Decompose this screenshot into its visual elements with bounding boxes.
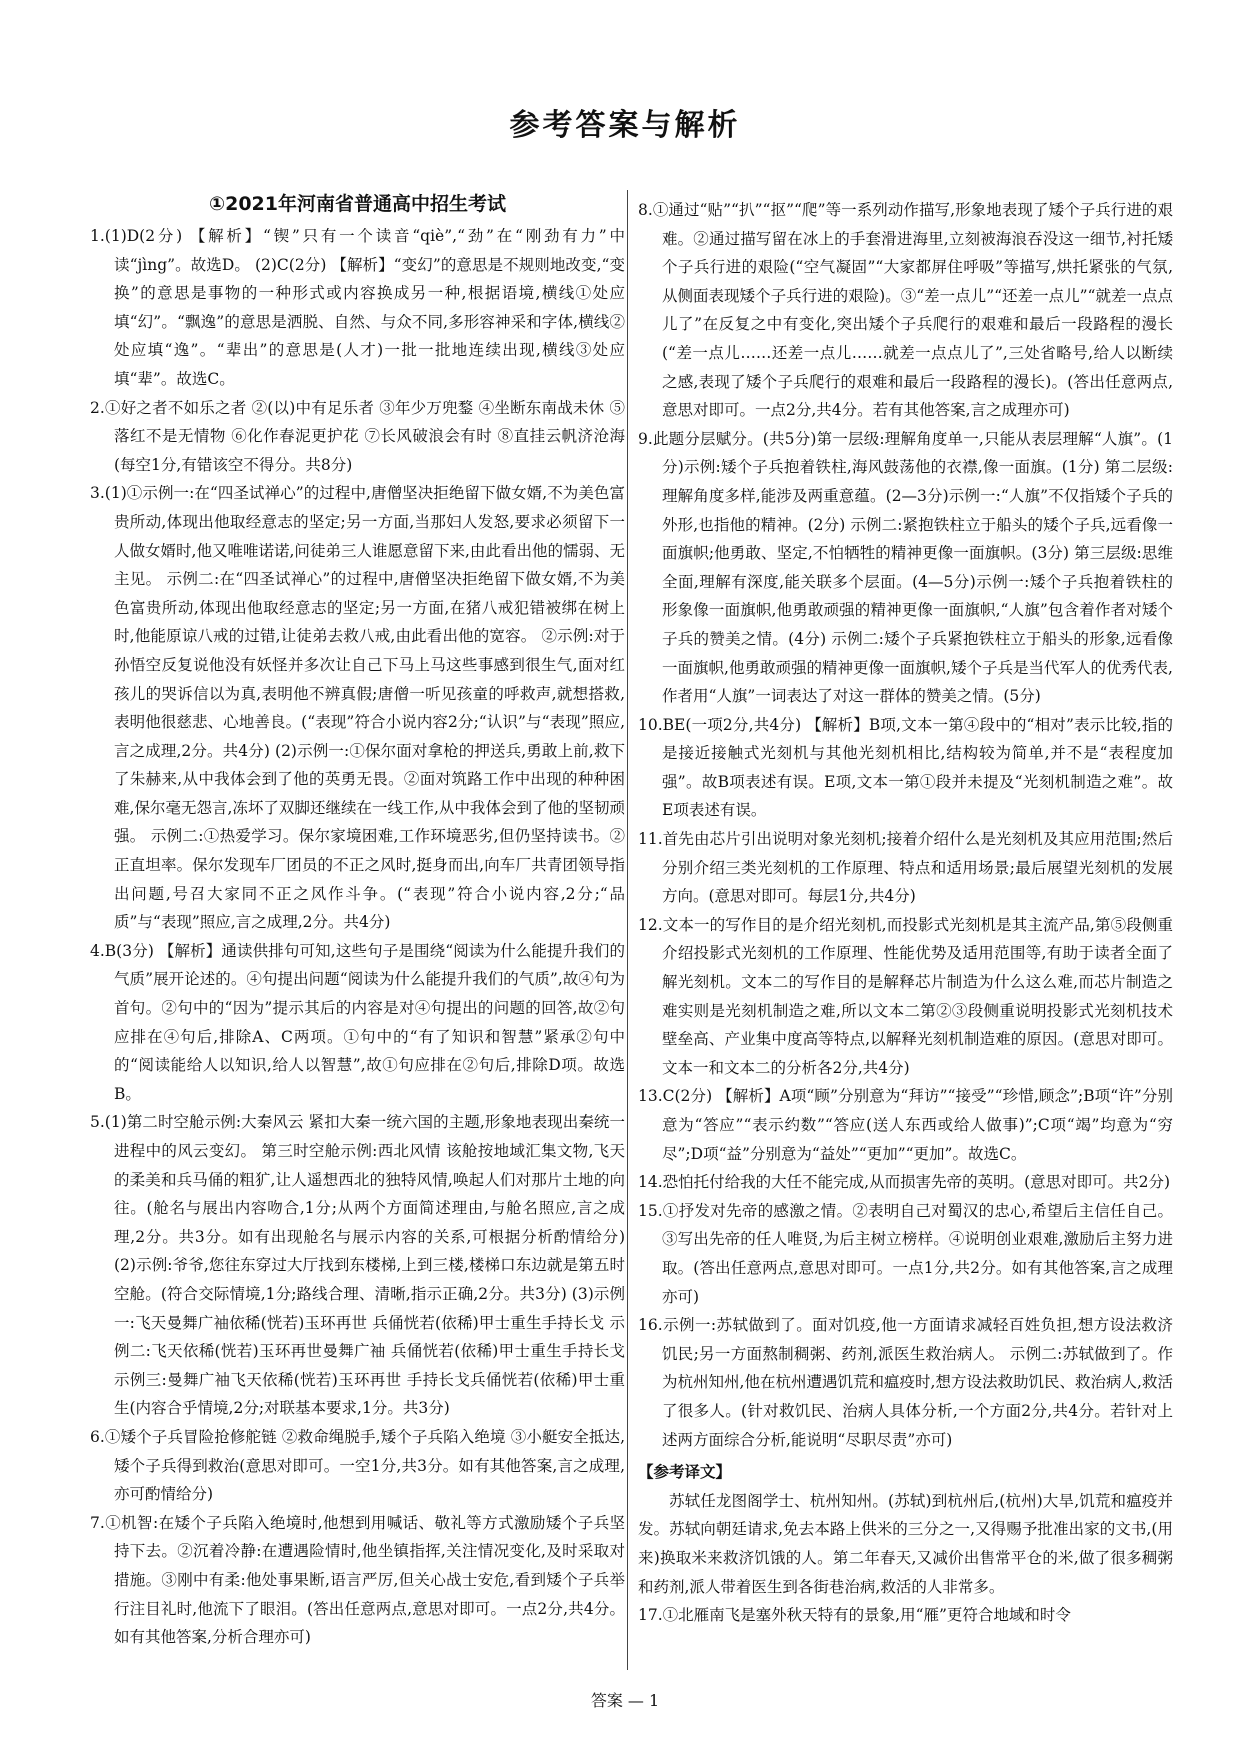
page-footer: 答案 — 1 xyxy=(590,1691,660,1710)
column-divider xyxy=(627,190,628,1670)
right-column xyxy=(638,196,1173,1630)
answer-item-8: 8.①通过“贴”“扒”“抠”“爬”等一系列动作描写,形象地表现了矮个子兵行进的艰难。②通过描写留在冰上的手套滑进海里,立刻被海浪吞没这一细节,衬托矮个子兵行进的艰险(“空气凝固”“大家都屏住呼吸”等描写,烘托紧张的气氛,从侧面表现矮个子兵行进的艰险)。③“差一点儿”“还差一点儿”“就差一点点儿了”在反复之中有变化,突出矮个子兵爬行的艰难和最后一段路程的漫长(“差一点儿……还差一点儿……就差一点点儿了”,三处省略号,给人以断续之感,表现了矮个子兵爬行的艰难和最后一段路程的漫长)。(答出任意两点,意思对即可。一点2分,共4分。若有其他答案,言之成理亦可) xyxy=(638,201,1173,420)
answer-item-12: 12.文本一的写作目的是介绍光刻机,而投影式光刻机是其主流产品,第⑤段侧重介绍投影式光刻机的工作原理、性能优势及适用范围等,有助于读者全面了解光刻机。文本二的写作目的是解释芯片制造为什么这么难,而芯片制造之难实则是光刻机制造之难,所以文本二第②③段侧重说明投影式光刻机技术壁垒高、产业集中度高等特点,以解释光刻机制造难的原因。(意思对即可。文本一和文本二的分析各2分,共4分) xyxy=(638,915,1173,1077)
answer-item-14: 14.恐怕托付给我的大任不能完成,从而损害先帝的英明。(意思对即可。共2分) xyxy=(638,1173,1171,1192)
answer-item-2: 2.①好之者不如乐之者 ②(以)中有足乐者 ③年少万兜鍪 ④坐断东南战未休 ⑤落红不是无情物 ⑥化作春泥更护花 ⑦长风破浪会有时 ⑧直挂云帆济沧海(每空1分,有错该空不得分。共8分) xyxy=(90,398,625,474)
answer-item-17: 17.①北雁南飞是塞外秋天特有的景象,用“雁”更符合地域和时令 xyxy=(638,1606,1071,1625)
answer-item-10: 10.BE(一项2分,共4分) 【解析】B项,文本一第④段中的“相对”表示比较,指的是接近接触式光刻机与其他光刻机相比,结构较为简单,并不是“表程度加强”。故B项表述有误。E项,文本一第①段并未提及“光刻机制造之难”。故E项表述有误。 xyxy=(638,715,1173,820)
page-title: 参考答案与解析 xyxy=(509,108,741,143)
answer-item-13: 13.C(2分) 【解析】A项“顾”分别意为“拜访”“接受”“珍惜,顾念”;B项“许”分别意为“答应”“表示约数”“答应(送人东西或给人做事)”;C项“竭”均意为“穷尽”;D项“益”分别意为“益处”“更加”“更加”。故选C。 xyxy=(638,1087,1173,1163)
translation-heading: 【参考译文】 xyxy=(638,1463,732,1482)
answer-item-1: 1.(1)D(2分) 【解析】“锲”只有一个读音“qiè”,“劲”在“刚劲有力”中读“jìng”。故选D。 (2)C(2分) 【解析】“变幻”的意思是不规则地改变,“变换”的意思是事物的一种形式或内容换成另一种,根据语境,横线①处应填“幻”。“飘逸”的意思是洒脱、自然、与众不同,多形容神采和字体,横线②处应填“逸”。“辈出”的意思是(人才)一批一批地连续出现,横线③处应填“辈”。故选C。 xyxy=(90,227,625,388)
exam-title: ①2021年河南省普通高中招生考试 xyxy=(209,193,506,215)
answer-item-7: 7.①机智:在矮个子兵陷入绝境时,他想到用喊话、敬礼等方式激励矮个子兵坚持下去。②沉着冷静:在遭遇险情时,他坐镇指挥,关注情况变化,及时采取对措施。③刚中有柔:他处事果断,语言严厉,但关心战士安危,看到矮个子兵举行注目礼时,他流下了眼泪。(答出任意两点,意思对即可。一点2分,共4分。如有其他答案,分析合理亦可) xyxy=(90,1513,625,1647)
translation-text: 苏轼任龙图阁学士、杭州知州。(苏轼)到杭州后,(杭州)大旱,饥荒和瘟疫并发。苏轼向朝廷请求,免去本路上供米的三分之一,又得赐予批准出家的文书,(用来)换取米来救济饥饿的人。第二年春天,又减价出售常平仓的米,做了很多稠粥和药剂,派人带着医生到各街巷治病,救活的人非常多。 xyxy=(638,1491,1173,1596)
left-column xyxy=(90,190,625,1652)
answer-item-15: 15.①抒发对先帝的感激之情。②表明自己对蜀汉的忠心,希望后主信任自己。③写出先帝的任人唯贤,为后主树立榜样。④说明创业艰难,激励后主努力进取。(答出任意两点,意思对即可。一点1分,共2分。如有其他答案,言之成理亦可) xyxy=(638,1201,1173,1306)
answer-item-11: 11.首先由芯片引出说明对象光刻机;接着介绍什么是光刻机及其应用范围;然后分别介绍三类光刻机的工作原理、特点和适用场景;最后展望光刻机的发展方向。(意思对即可。每层1分,共4分) xyxy=(638,830,1173,906)
answer-item-4: 4.B(3分) 【解析】通读供排句可知,这些句子是围绕“阅读为什么能提升我们的气质”展开论述的。④句提出问题“阅读为什么能提升我们的气质”,故④句为首句。②句中的“因为”提示其后的内容是对④句提出的问题的回答,故②句应排在④句后,排除A、C两项。①句中的“有了知识和智慧”紧承②句中的“阅读能给人以知识,给人以智慧”,故①句应排在②句后,排除D项。故选B。 xyxy=(90,941,625,1103)
answer-item-16: 16.示例一:苏轼做到了。面对饥疫,他一方面请求减轻百姓负担,想方设法救济饥民;另一方面熬制稠粥、药剂,派医生救治病人。 示例二:苏轼做到了。作为杭州知州,他在杭州遭遇饥荒和瘟疫时,想方设法救助饥民、救治病人,救活了很多人。(针对救饥民、治病人具体分析,一个方面2分,共4分。若针对上述两方面综合分析,能说明“尽职尽责”亦可) xyxy=(638,1316,1173,1449)
answer-item-3: 3.(1)①示例一:在“四圣试禅心”的过程中,唐僧坚决拒绝留下做女婿,不为美色富贵所动,体现出他取经意志的坚定;另一方面,当那妇人发怒,要求必须留下一人做女婿时,他又唯唯诺诺,问徒弟三人谁愿意留下来,由此看出他的懦弱、无主见。 示例二:在“四圣试禅心”的过程中,唐僧坚决拒绝留下做女婿,不为美色富贵所动,体现出他取经意志的坚定;另一方面,在猪八戒犯错被绑在树上时,他能原谅八戒的过错,让徒弟去救八戒,由此看出他的宽容。 ②示例:对于孙悟空反复说他没有妖怪并多次让自己下马上马这些事感到很生气,面对红孩儿的哭诉信以为真,表明他不辨真假;唐僧一听见孩童的呼救声,就想搭救,表明他很慈悲、心地善良。(“表现”符合小说内容2分;“认识”与“表现”照应,言之成理,2分。共4分) (2)示例一:①保尔面对拿枪的押送兵,勇敢上前,救下了朱赫来,从中我体会到了他的英勇无畏。②面对筑路工作中出现的种种困难,保尔毫无怨言,冻坏了双脚还继续在一线工作,从中我体会到了他的坚韧顽强。 示例二:①热爱学习。保尔家境困难,工作环境恶劣,但仍坚持读书。②正直坦率。保尔发现车厂团员的不正之风时,挺身而出,向车厂共青团领导指出问题,号召大家同不正之风作斗争。(“表现”符合小说内容,2分;“品质”与“表现”照应,言之成理,2分。共4分) xyxy=(90,484,625,932)
answer-item-6: 6.①矮个子兵冒险抢修舵链 ②救命绳脱手,矮个子兵陷入绝境 ③小艇安全抵达,矮个子兵得到救治(意思对即可。一空1分,共3分。如有其他答案,言之成理,亦可酌情给分) xyxy=(90,1427,625,1504)
answer-item-9: 9.此题分层赋分。(共5分)第一层级:理解角度单一,只能从表层理解“人旗”。(1分)示例:矮个子兵抱着铁柱,海风鼓荡他的衣襟,像一面旗。(1分) 第二层级:理解角度多样,能涉及两重意蕴。(2—3分)示例一:“人旗”不仅指矮个子兵的外形,也指他的精神。(2分) 示例二:紧抱铁柱立于船头的矮个子兵,远看像一面旗帜;他勇敢、坚定,不怕牺牲的精神更像一面旗帜。(3分) 第三层级:思维全面,理解有深度,能关联多个层面。(4—5分)示例一:矮个子兵抱着铁柱的形象像一面旗帜,他勇敢顽强的精神更像一面旗帜,“人旗”包含着作者对矮个子兵的赞美之情。(4分) 示例二:矮个子兵紧抱铁柱立于船头的形象,远看像一面旗帜,他勇敢顽强的精神更像一面旗帜,矮个子兵是当代军人的优秀代表,作者用“人旗”一词表达了对这一群体的赞美之情。(5分) xyxy=(638,429,1173,706)
answer-item-5: 5.(1)第二时空舱示例:大秦风云 紧扣大秦一统六国的主题,形象地表现出秦统一进程中的风云变幻。 第三时空舱示例:西北风情 该舱按地域汇集文物,飞天的柔美和兵马俑的粗犷,让人遥想西北的独特风情,唤起人们对那片土地的向往。(舱名与展出内容吻合,1分;从两个方面简述理由,与舱名照应,言之成理,2分。共3分。如有出现舱名与展示内容的关系,可根据分析酌情给分) (2)示例:爷爷,您往东穿过大厅找到东楼梯,上到三楼,楼梯口东边就是第五时空舱。(符合交际情境,1分;路线合理、清晰,指示正确,2分。共3分) (3)示例一:飞天曼舞广袖依稀(恍若)玉环再世 兵俑恍若(依稀)甲士重生手持长戈 示例二:飞天依稀(恍若)玉环再世曼舞广袖 兵俑恍若(依稀)甲士重生手持长戈 示例三:曼舞广袖飞天依稀(恍若)玉环再世 手持长戈兵俑恍若(依稀)甲士重生(内容合乎情境,2分;对联基本要求,1分。共3分) xyxy=(90,1113,625,1418)
